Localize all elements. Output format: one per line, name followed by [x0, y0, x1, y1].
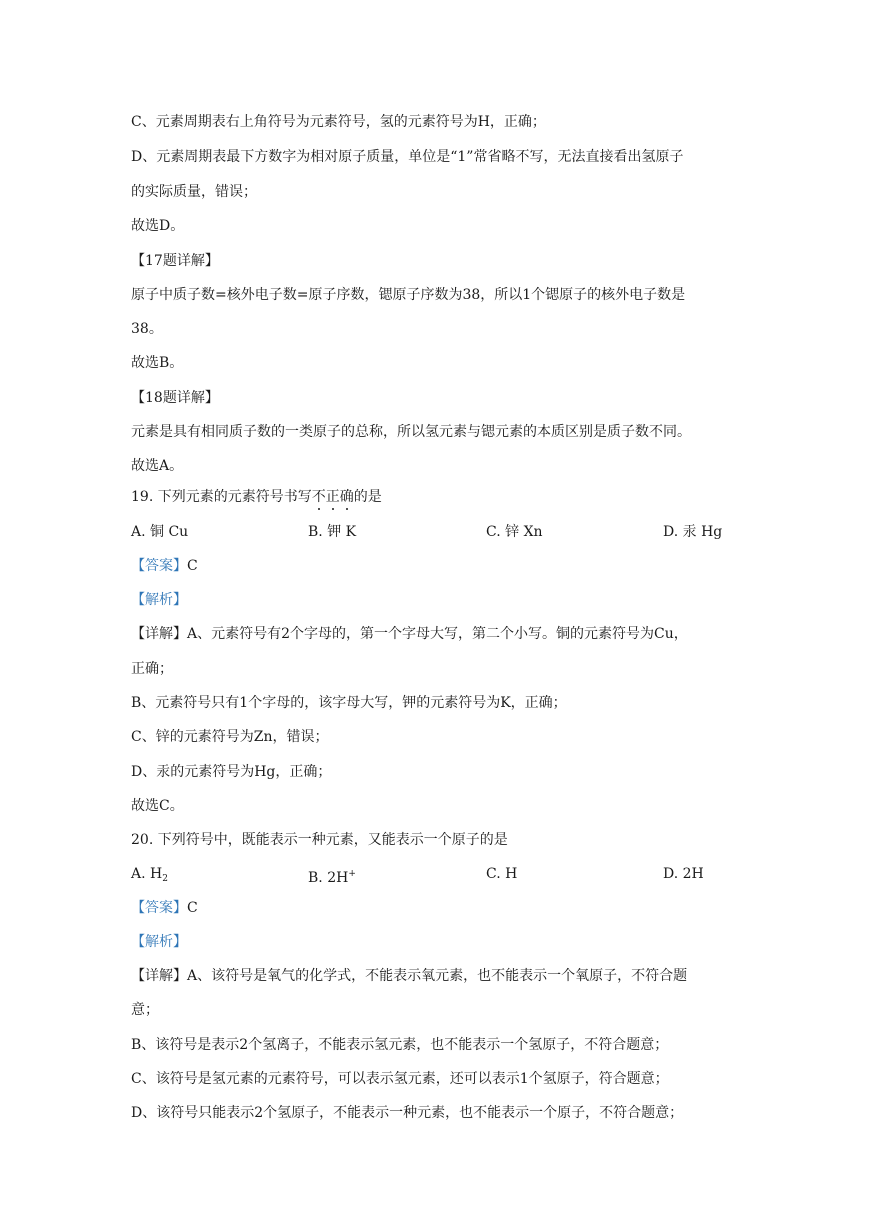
detail-line: 意；: [131, 1002, 159, 1018]
text-line: 故选B。: [131, 355, 184, 371]
option-b: B. 钾 K: [308, 524, 357, 540]
section-heading: 【18题详解】: [131, 390, 219, 406]
detail-line: [131, 624, 741, 644]
text-line: 的实际质量，错误；: [131, 184, 257, 200]
question-20-stem: 20. 下列符号中，既能表示一种元素，又能表示一个原子的是: [131, 832, 508, 848]
detail-text: A、元素符号有2个字母的，第一个字母大写，第二个小写。铜的元素符号为Cu，: [187, 626, 688, 642]
subscript: 2: [162, 874, 168, 884]
emphasis-char: 正: [325, 489, 340, 505]
option-c: C. 锌 Xn: [486, 524, 543, 540]
detail-line: B、元素符号只有1个字母的，该字母大写，钾的元素符号为K，正确；: [131, 695, 567, 711]
emphasis-char: 确: [339, 489, 354, 505]
answer-line: [131, 898, 741, 918]
detail-line: C、该符号是氢元素的元素符号，可以表示氢元素，还可以表示1个氢原子，符合题意；: [131, 1071, 669, 1087]
text-line: 故选A。: [131, 458, 184, 474]
analysis-label: 【解析】: [131, 934, 187, 950]
detail-line: D、汞的元素符号为Hg，正确；: [131, 764, 332, 780]
option-a: [131, 864, 168, 889]
option-a: A. 铜 Cu: [131, 524, 189, 540]
text-line: 元素是具有相同质子数的一类原子的总称，所以氢元素与锶元素的本质区别是质子数不同。: [131, 424, 691, 440]
detail-line: 故选C。: [131, 798, 184, 814]
section-heading: 【17题详解】: [131, 253, 219, 269]
answer-label: 【答案】: [131, 900, 187, 916]
detail-label: 【详解】: [131, 968, 187, 984]
analysis-label: 【解析】: [131, 592, 187, 608]
text-line: 故选D。: [131, 218, 185, 234]
option-d: D. 2H: [663, 866, 704, 882]
text-line: 38。: [131, 321, 163, 337]
question-19-prefix: 19. 下列元素的元素符号书写: [131, 489, 312, 505]
superscript: +: [348, 869, 356, 879]
text-line: 原子中质子数=核外电子数=原子序数，锶原子序数为38，所以1个锶原子的核外电子数是: [131, 287, 686, 303]
option-d: D. 汞 Hg: [663, 524, 723, 540]
question-19-suffix: 的是: [353, 489, 382, 505]
detail-line: D、该符号只能表示2个氢原子，不能表示一种元素，也不能表示一个原子，不符合题意；: [131, 1105, 684, 1121]
question-19-stem: [131, 487, 741, 507]
answer-label: 【答案】: [131, 558, 187, 574]
detail-line: C、锌的元素符号为Zn，错误；: [131, 729, 329, 745]
answer-value: C: [187, 558, 198, 574]
detail-line: B、该符号是表示2个氢离子，不能表示氢元素，也不能表示一个氢原子，不符合题意；: [131, 1037, 669, 1053]
option-b: [308, 864, 356, 888]
option-c: C. H: [486, 866, 518, 882]
answer-line: [131, 556, 741, 576]
answer-value: C: [187, 900, 198, 916]
detail-line: 正确；: [131, 661, 173, 677]
option-b-text: B. 2H: [308, 870, 349, 886]
detail-line: [131, 966, 741, 986]
option-a-text: A. H: [131, 866, 163, 882]
detail-label: 【详解】: [131, 626, 187, 642]
detail-text: A、该符号是氧气的化学式，不能表示氧元素，也不能表示一个氧原子，不符合题: [187, 968, 688, 984]
text-line: C、元素周期表右上角符号为元素符号，氢的元素符号为H，正确；: [131, 114, 546, 130]
emphasis-char: 不: [311, 489, 326, 505]
text-line: D、元素周期表最下方数字为相对原子质量，单位是“1”常省略不写，无法直接看出氢原子: [131, 149, 684, 165]
